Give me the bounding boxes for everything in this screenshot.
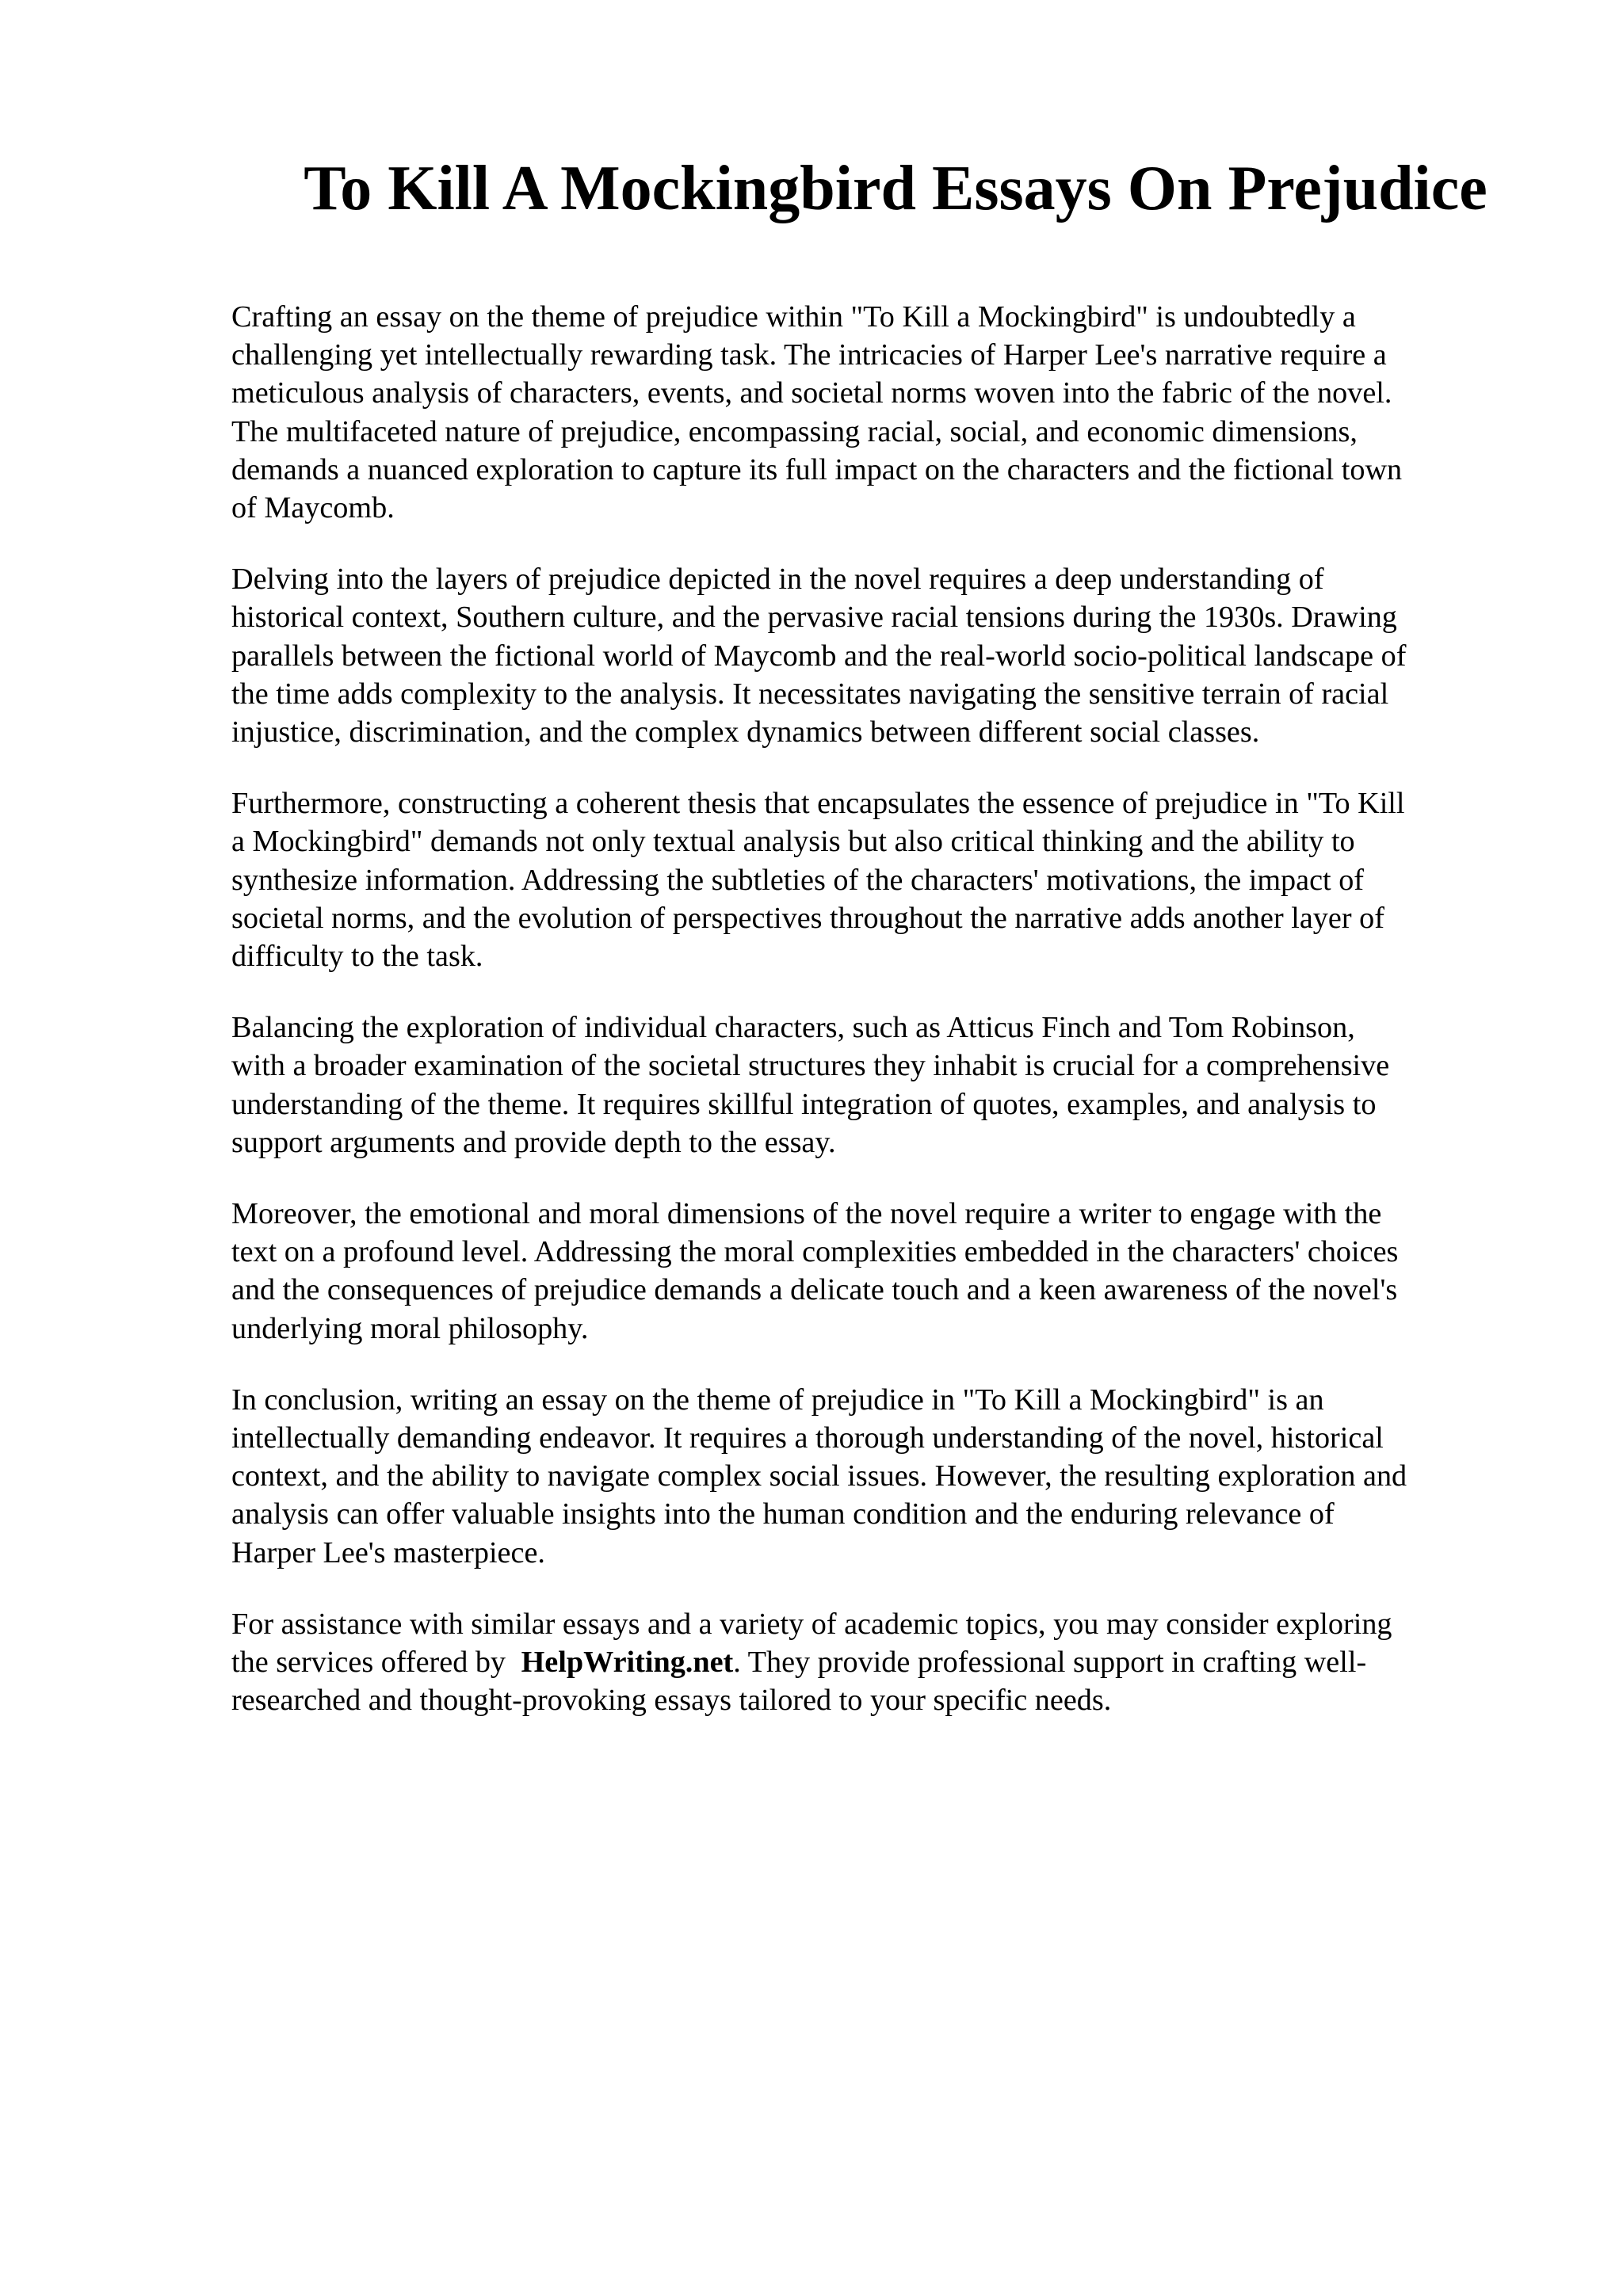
paragraph-line: understanding of the theme. It requires skillful integration of quotes, examples, and analysis to bbox=[231, 1087, 1377, 1121]
helpwriting-brand: HelpWriting.net bbox=[521, 1646, 734, 1680]
paragraph-line: context, and the ability to navigate complex social issues. However, the resulting exploration and bbox=[231, 1459, 1407, 1493]
paragraph-line: challenging yet intellectually rewarding task. The intricacies of Harper Lee's narrative require a bbox=[231, 338, 1387, 372]
paragraph-line: researched and thought-provoking essays tailored to your specific needs. bbox=[231, 1684, 1112, 1718]
paragraph-line: with a broader examination of the societal structures they inhabit is crucial for a comprehensive bbox=[231, 1049, 1390, 1083]
closing-prefix: the services offered by bbox=[231, 1646, 506, 1680]
page-title: To Kill A Mockingbird Essays On Prejudice bbox=[304, 154, 1487, 223]
essay-body bbox=[231, 298, 1528, 1753]
paragraph-4 bbox=[231, 1009, 1528, 1161]
paragraph-line: Balancing the exploration of individual characters, such as Atticus Finch and Tom Robinson, bbox=[231, 1011, 1355, 1045]
paragraph-line: meticulous analysis of characters, events, and societal norms woven into the fabric of the novel. bbox=[231, 376, 1392, 410]
paragraph-3 bbox=[231, 784, 1528, 975]
paragraph-line: historical context, Southern culture, and the pervasive racial tensions during the 1930s. Drawing bbox=[231, 601, 1397, 635]
paragraph-line: demands a nuanced exploration to capture its full impact on the characters and the fictional town bbox=[231, 452, 1403, 486]
paragraph-line: For assistance with similar essays and a variety of academic topics, you may consider exploring bbox=[231, 1607, 1392, 1641]
paragraph-line: societal norms, and the evolution of perspectives throughout the narrative adds another layer of bbox=[231, 901, 1384, 935]
paragraph-line: Harper Lee's masterpiece. bbox=[231, 1535, 545, 1569]
paragraph-line: and the consequences of prejudice demands a delicate touch and a keen awareness of the novel's bbox=[231, 1273, 1398, 1307]
paragraph-6 bbox=[231, 1381, 1528, 1572]
paragraph-5 bbox=[231, 1195, 1528, 1348]
paragraph-line: Crafting an essay on the theme of prejudice within "To Kill a Mockingbird" is undoubtedly a bbox=[231, 300, 1356, 334]
closing-suffix: . They provide professional support in crafting well- bbox=[733, 1646, 1367, 1680]
paragraph-line: The multifaceted nature of prejudice, encompassing racial, social, and economic dimensions, bbox=[231, 414, 1358, 448]
paragraph-line: Furthermore, constructing a coherent thesis that encapsulates the essence of prejudice in "To Kill bbox=[231, 787, 1405, 821]
paragraph-line: underlying moral philosophy. bbox=[231, 1311, 589, 1345]
paragraph-line: analysis can offer valuable insights into the human condition and the enduring relevance of bbox=[231, 1497, 1335, 1531]
paragraph-line: Delving into the layers of prejudice depicted in the novel requires a deep understanding of bbox=[231, 563, 1324, 597]
paragraph-1 bbox=[231, 298, 1528, 527]
paragraph-2 bbox=[231, 560, 1528, 751]
paragraph-line: parallels between the fictional world of Maycomb and the real-world socio-political landscape of bbox=[231, 639, 1407, 673]
closing-paragraph bbox=[231, 1605, 1528, 1720]
paragraph-line: a Mockingbird" demands not only textual analysis but also critical thinking and the ability to bbox=[231, 825, 1355, 859]
paragraph-line: support arguments and provide depth to the essay. bbox=[231, 1125, 836, 1159]
paragraph-line: difficulty to the task. bbox=[231, 940, 483, 974]
paragraph-line: synthesize information. Addressing the subtleties of the characters' motivations, the impact of bbox=[231, 863, 1365, 897]
paragraph-line: the time adds complexity to the analysis. It necessitates navigating the sensitive terrain of racial bbox=[231, 677, 1389, 711]
paragraph-line: intellectually demanding endeavor. It requires a thorough understanding of the novel, historical bbox=[231, 1421, 1384, 1455]
paragraph-line bbox=[231, 1643, 1528, 1681]
paragraph-line: In conclusion, writing an essay on the theme of prejudice in "To Kill a Mockingbird" is an bbox=[231, 1383, 1324, 1417]
paragraph-line: of Maycomb. bbox=[231, 491, 395, 525]
paragraph-line: text on a profound level. Addressing the moral complexities embedded in the characters' choices bbox=[231, 1235, 1399, 1269]
paragraph-line: injustice, discrimination, and the complex dynamics between different social classes. bbox=[231, 715, 1260, 749]
paragraph-line: Moreover, the emotional and moral dimensions of the novel require a writer to engage with the bbox=[231, 1197, 1382, 1231]
